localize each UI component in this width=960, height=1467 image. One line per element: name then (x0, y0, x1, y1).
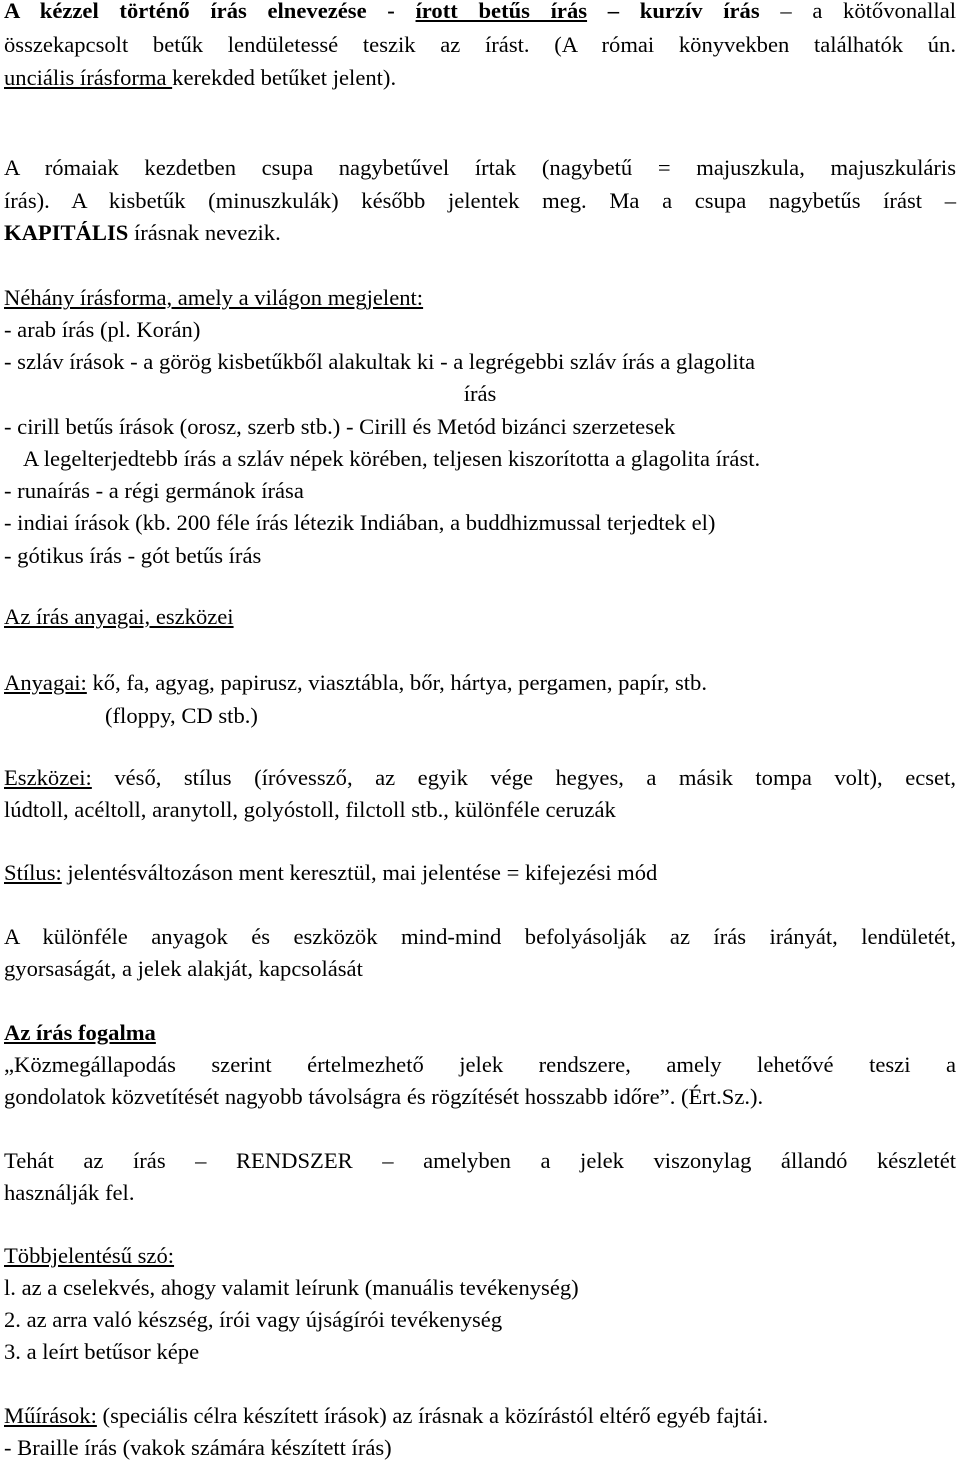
forms-item: - indiai írások (kb. 200 féle írás létezik Indiában, a buddhizmussal terjedtek el) (4, 510, 716, 535)
forms-item: írás (463, 381, 497, 406)
system-line-1: Tehát az írás – RENDSZER – amelyben a jelek viszonylag állandó készletét (4, 1148, 956, 1173)
tools-line-2: lúdtoll, acéltoll, aranytoll, golyóstoll, filctoll stb., különféle ceruzák (4, 797, 616, 822)
forms-item: - runaírás - a régi germánok írása (4, 478, 304, 503)
system-line-2: használják fel. (4, 1180, 135, 1205)
forms-item: - szláv írások - a görög kisbetűkből alakultak ki - a legrégebbi szláv írás a glagolita (4, 349, 755, 374)
multi-heading: Többjelentésű szó: (4, 1243, 175, 1268)
romans-line-2: írás). A kisbetűk (minuszkulák) később jelentek meg. Ma a csupa nagybetűs írást – (4, 188, 956, 213)
materials-line: Anyagai: kő, fa, agyag, papirusz, viasztábla, bőr, hártya, pergamen, papír, stb. (4, 670, 707, 695)
intro-line-1: A kézzel történő írás elnevezése - írott betűs írás – kurzív írás – a kötővonallal (4, 0, 957, 23)
concept-heading: Az írás fogalma (4, 1020, 156, 1045)
quote-line-1: „Közmegállapodás szerint értelmezhető jelek rendszere, amely lehetővé teszi a (4, 1052, 956, 1077)
forms-item: - arab írás (pl. Korán) (4, 317, 201, 342)
intro-line-3: unciális írásforma kerekded betűket jelent). (4, 65, 397, 90)
tools-line: Eszközei: véső, stílus (íróvessző, az egyik vége hegyes, a másik tompa volt), ecset, (4, 765, 956, 790)
romans-line-1: A rómaiak kezdetben csupa nagybetűvel írtak (nagybetű = majuszkula, majuszkuláris (4, 155, 956, 180)
materials-line-2: (floppy, CD stb.) (105, 703, 258, 728)
forms-heading: Néhány írásforma, amely a világon megjelent: (4, 285, 424, 310)
forms-item: - cirill betűs írások (orosz, szerb stb.) - Cirill és Metód bizánci szerzetesek (4, 414, 676, 439)
braille-line: - Braille írás (vakok számára készített írás) (4, 1435, 392, 1460)
materials-heading: Az írás anyagai, eszközei (4, 604, 234, 629)
forms-item: - gótikus írás - gót betűs írás (4, 543, 262, 568)
forms-item: A legelterjedtebb írás a szláv népek körében, teljesen kiszorította a glagolita írást. (23, 446, 761, 471)
quote-line-2: gondolatok közvetítését nagyobb távolságra és rögzítését hosszabb időre”. (Ért.Sz.). (4, 1084, 764, 1109)
multi-item: l. az a cselekvés, ahogy valamit leírunk (manuális tevékenység) (4, 1275, 579, 1300)
romans-line-3: KAPITÁLIS írásnak nevezik. (4, 220, 281, 245)
influence-line-2: gyorsaságát, a jelek alakját, kapcsolását (4, 956, 363, 981)
multi-item: 2. az arra való készség, írói vagy újságírói tevékenység (4, 1307, 503, 1332)
special-line: Műírások: (speciális célra készített írások) az írásnak a közírástól eltérő egyéb fajtái. (4, 1403, 769, 1428)
multi-item: 3. a leírt betűsor képe (4, 1339, 200, 1364)
intro-line-2: összekapcsolt betűk lendületessé teszik az írást. (A római könyvekben találhatók ún. (4, 32, 956, 57)
influence-line-1: A különféle anyagok és eszközök mind-mind befolyásolják az írás irányát, lendületét, (4, 924, 956, 949)
style-line: Stílus: jelentésváltozáson ment keresztül, mai jelentése = kifejezési mód (4, 860, 658, 885)
